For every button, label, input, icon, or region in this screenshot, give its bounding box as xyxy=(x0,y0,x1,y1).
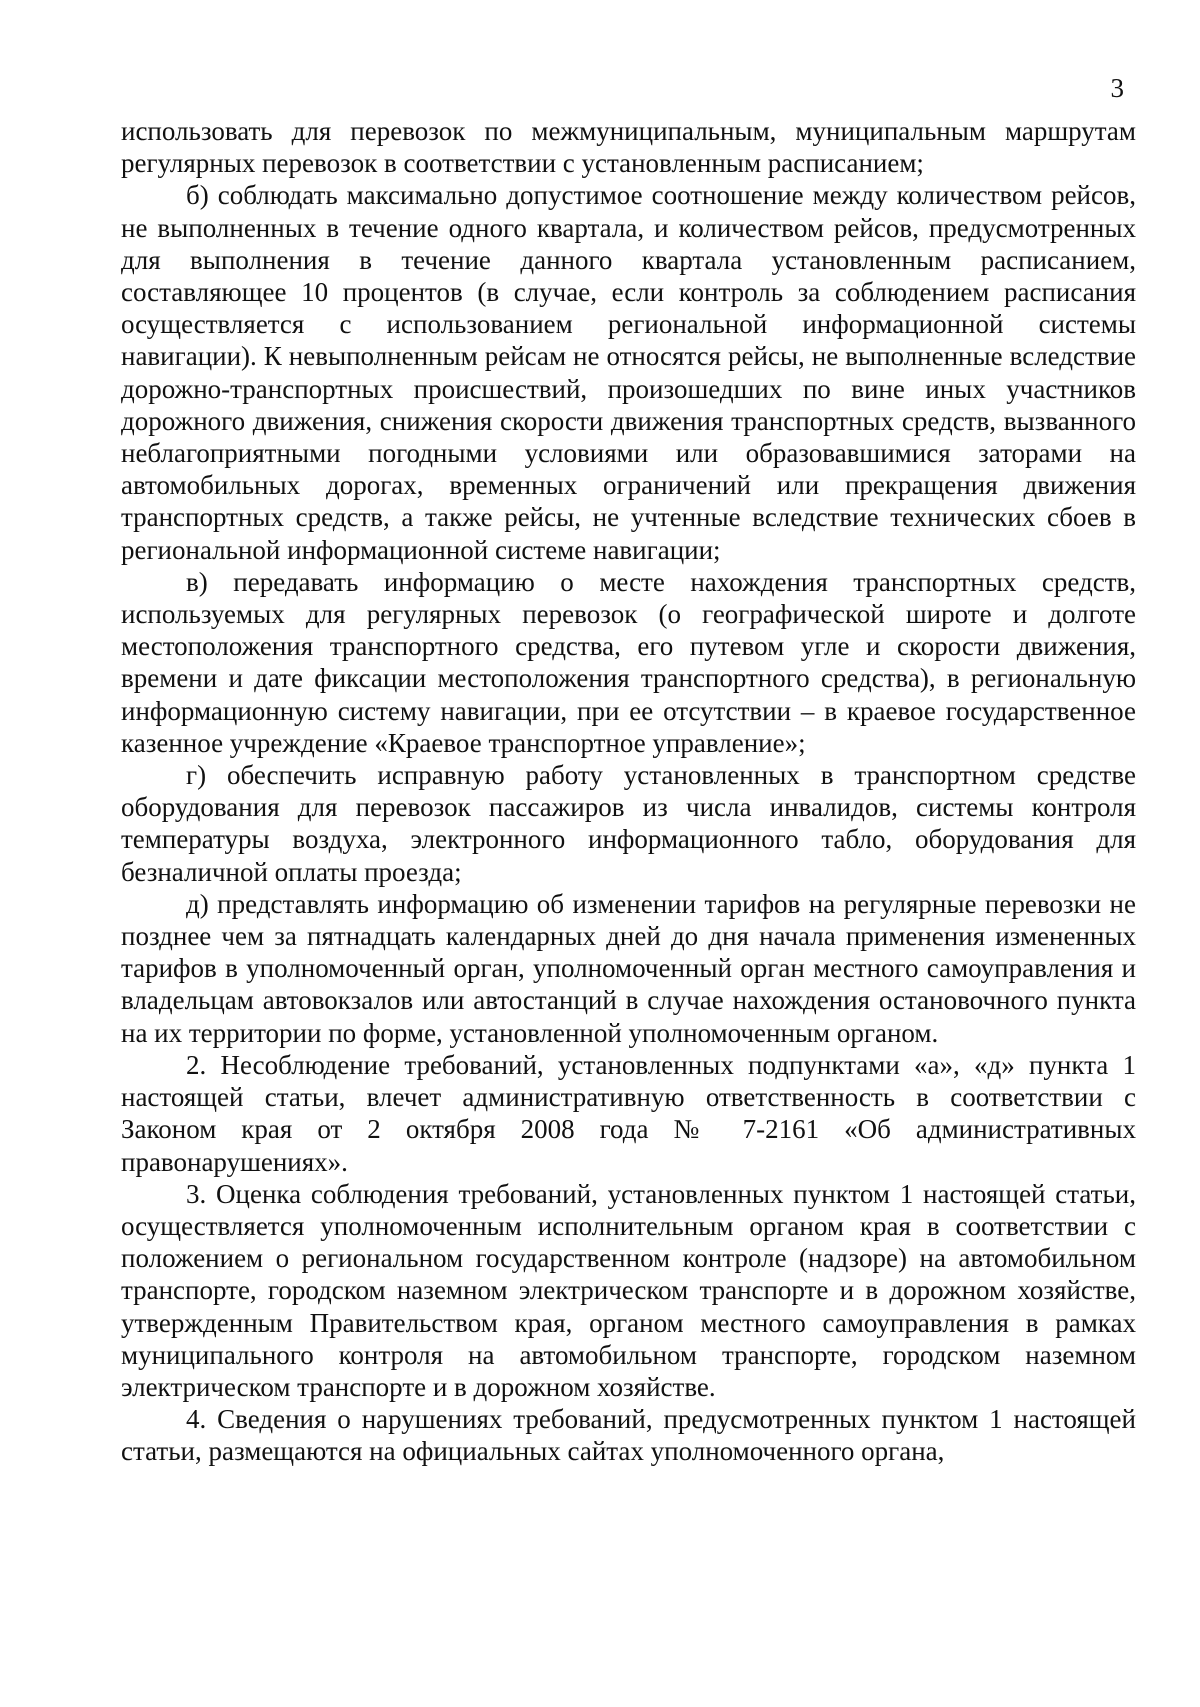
paragraph-item-4: 4. Сведения о нарушениях требований, предусмотренных пунктом 1 настоящей статьи, размещаются на официальных сайтах уполномоченного органа, xyxy=(121,1404,1136,1467)
page-number: 3 xyxy=(1110,73,1124,103)
paragraph-subitem-d: д) представлять информацию об изменении тарифов на регулярные перевозки не позднее чем за пятнадцать календарных дней до дня начала применения измененных тарифов в уполномоченный орган, уполномоченный орган местного самоуправления и владельцам автовокзалов или автостанций в случае нахождения остановочного пункта на их территории по форме, установленной уполномоченным органом. xyxy=(121,888,1136,1048)
paragraph-item-2: 2. Несоблюдение требований, установленных подпунктами «а», «д» пункта 1 настоящей статьи, влечет административную ответственность в соответствии с Законом края от 2 октября 2008 года № 7-2161 «Об административных правонарушениях». xyxy=(121,1049,1136,1177)
document-body xyxy=(121,115,1136,1468)
paragraph-item-3: 3. Оценка соблюдения требований, установленных пунктом 1 настоящей статьи, осуществляется уполномоченным исполнительным органом края в соответствии с положением о региональном государственном контроле (надзоре) на автомобильном транспорте, городском наземном электрическом транспорте и в дорожном хозяйстве, утвержденным Правительством края, органом местного самоуправления в рамках муниципального контроля на автомобильном транспорте, городском наземном электрическом транспорте и в дорожном хозяйстве. xyxy=(121,1178,1136,1402)
paragraph-subitem-b: б) соблюдать максимально допустимое соотношение между количеством рейсов, не выполненных в течение одного квартала, и количеством рейсов, предусмотренных для выполнения в течение данного квартала установленным расписанием, составляющее 10 процентов (в случае, если контроль за соблюдением расписания осуществляется с использованием региональной информационной системы навигации). К невыполненным рейсам не относятся рейсы, не выполненные вследствие дорожно-транспортных происшествий, произошедших по вине иных участников дорожного движения, снижения скорости движения транспортных средств, вызванного неблагоприятными погодными условиями или образовавшимися заторами на автомобильных дорогах, временных ограничений или прекращения движения транспортных средств, а также рейсы, не учтенные вследствие технических сбоев в региональной информационной системе навигации; xyxy=(121,180,1136,565)
paragraph-subitem-v: в) передавать информацию о месте нахождения транспортных средств, используемых для регулярных перевозок (о географической широте и долготе местоположения транспортного средства, его путевом угле и скорости движения, времени и дате фиксации местоположения транспортного средства), в региональную информационную систему навигации, при ее отсутствии – в краевое государственное казенное учреждение «Краевое транспортное управление»; xyxy=(121,566,1136,758)
paragraph-subitem-g: г) обеспечить исправную работу установленных в транспортном средстве оборудования для перевозок пассажиров из числа инвалидов, системы контроля температуры воздуха, электронного информационного табло, оборудования для безналичной оплаты проезда; xyxy=(121,760,1136,887)
paragraph-continuation: использовать для перевозок по межмуниципальным, муниципальным маршрутам регулярных перевозок в соответствии с установленным расписанием; xyxy=(121,116,1136,179)
